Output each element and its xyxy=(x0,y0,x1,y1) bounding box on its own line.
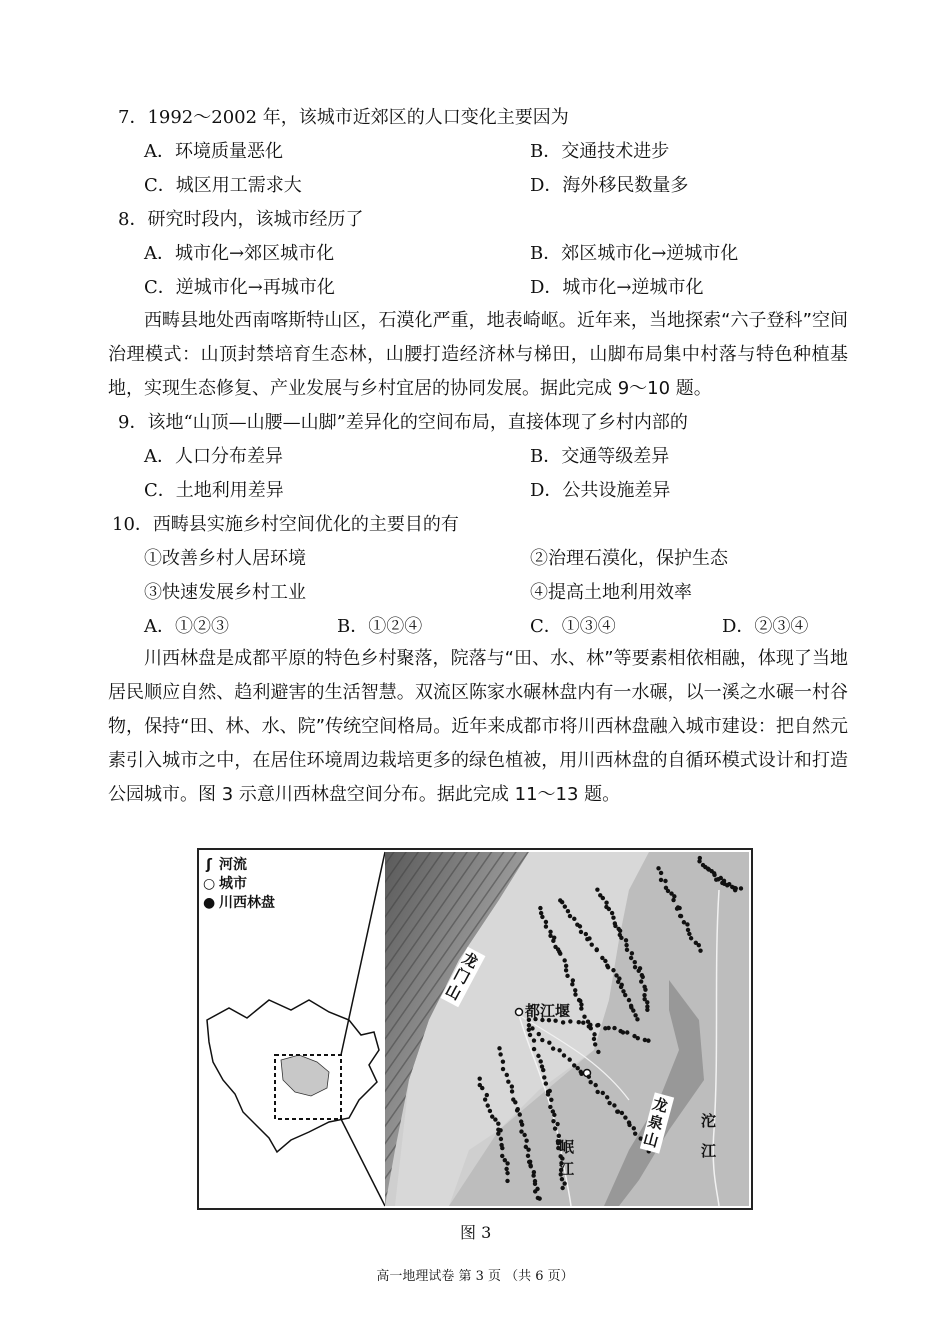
linpan-dot xyxy=(513,1100,517,1104)
linpan-dot xyxy=(686,928,690,932)
linpan-dot xyxy=(536,1054,540,1058)
linpan-dot xyxy=(556,947,560,951)
linpan-dot xyxy=(635,1017,639,1021)
linpan-dot xyxy=(603,959,607,963)
linpan-dot xyxy=(526,1147,530,1151)
linpan-dot xyxy=(697,943,701,947)
linpan-dot xyxy=(624,938,628,942)
question-8-option-d: D．城市化→逆城市化 xyxy=(530,277,704,298)
linpan-dot xyxy=(601,896,605,900)
linpan-dot xyxy=(549,1098,553,1102)
linpan-dot xyxy=(579,1002,583,1006)
question-9-option-a: A．人口分布差异 xyxy=(144,446,283,467)
label-minjiang: 岷江 xyxy=(559,1138,575,1178)
legend-city-label: 城市 xyxy=(219,876,247,892)
linpan-dot xyxy=(527,1028,531,1032)
question-10-option-c: C．①③④ xyxy=(530,616,616,637)
linpan-dot xyxy=(620,1111,624,1115)
linpan-dot xyxy=(540,1038,544,1042)
river-icon: ʃ xyxy=(206,857,212,873)
linpan-dot xyxy=(496,1122,500,1126)
linpan-dot xyxy=(645,1008,649,1012)
linpan-dot xyxy=(544,920,548,924)
linpan-dot xyxy=(697,859,701,863)
linpan-dot xyxy=(630,951,634,955)
linpan-dot xyxy=(485,1093,489,1097)
linpan-dot xyxy=(623,1115,627,1119)
linpan-dot xyxy=(712,873,716,877)
linpan-dot xyxy=(562,958,566,962)
linpan-dot xyxy=(611,968,615,972)
linpan-dot xyxy=(577,1020,581,1024)
linpan-dot xyxy=(560,900,564,904)
linpan-dot xyxy=(572,1063,576,1067)
linpan-dot xyxy=(627,998,631,1002)
linpan-dot xyxy=(493,1117,497,1121)
linpan-dot xyxy=(486,1103,490,1107)
linpan-dot xyxy=(646,1038,650,1042)
city-icon: ○ xyxy=(203,876,216,892)
linpan-dot xyxy=(587,1075,591,1079)
linpan-dot xyxy=(531,1173,535,1177)
linpan-dot xyxy=(488,1109,492,1113)
linpan-dot xyxy=(642,993,646,997)
linpan-dot xyxy=(578,924,582,928)
linpan-dot xyxy=(638,966,642,970)
question-10-item-4: ④提高土地利用效率 xyxy=(530,582,692,603)
linpan-dot xyxy=(663,879,667,883)
label-dujiangyan: 都江堰 xyxy=(525,1002,571,1020)
question-7-option-c: C．城区用工需求大 xyxy=(144,175,302,196)
linpan-dot xyxy=(592,1032,596,1036)
linpan-dot xyxy=(590,942,594,946)
linpan-dot xyxy=(716,877,720,881)
linpan-dot xyxy=(566,909,570,913)
question-8-stem: 8．研究时段内，该城市经历了 xyxy=(118,209,364,230)
linpan-dot xyxy=(501,1059,505,1063)
linpan-dot xyxy=(533,1182,537,1186)
linpan-dot xyxy=(666,889,670,893)
linpan-dot xyxy=(671,898,675,902)
linpan-dot xyxy=(633,1131,637,1135)
linpan-dot xyxy=(689,936,693,940)
linpan-dot xyxy=(584,932,588,936)
linpan-dot xyxy=(577,998,581,1002)
linpan-dot xyxy=(551,1119,555,1123)
linpan-dot xyxy=(548,1105,552,1109)
legend-river-label: 河流 xyxy=(219,857,247,873)
linpan-dot xyxy=(501,1067,505,1071)
legend-river xyxy=(203,856,275,875)
linpan-dot xyxy=(504,1167,508,1171)
linpan-dot xyxy=(510,1089,514,1093)
linpan-dot xyxy=(562,1181,566,1185)
linpan-dot xyxy=(539,911,543,915)
linpan-dot xyxy=(515,1108,519,1112)
legend-linpan xyxy=(203,894,275,913)
linpan-dot xyxy=(537,1032,541,1036)
legend-city xyxy=(203,875,275,894)
linpan-dot xyxy=(612,1103,616,1107)
linpan-dot xyxy=(551,939,555,943)
figure-3-map xyxy=(197,848,753,1210)
linpan-dot xyxy=(500,1154,504,1158)
map-graphic xyxy=(199,850,751,1208)
linpan-dot xyxy=(612,1026,616,1030)
linpan-dot xyxy=(639,979,643,983)
linpan-dot xyxy=(541,1068,545,1072)
linpan-dot xyxy=(548,930,552,934)
linpan-dot xyxy=(579,1006,583,1010)
label-longmen-mountain: 龙门山 xyxy=(441,947,486,1008)
linpan-dot xyxy=(520,1122,524,1126)
linpan-dot xyxy=(529,1164,533,1168)
linpan-dot xyxy=(532,1038,536,1042)
question-10-option-a: A．①②③ xyxy=(144,616,229,637)
linpan-dot xyxy=(524,1139,528,1143)
linpan-dot xyxy=(641,975,645,979)
linpan-dot xyxy=(551,1046,555,1050)
linpan-dot xyxy=(527,1023,531,1027)
linpan-dot xyxy=(596,1050,600,1054)
linpan-dot xyxy=(629,956,633,960)
linpan-dot xyxy=(606,965,610,969)
linpan-dot xyxy=(588,1023,592,1027)
question-10-option-d: D．②③④ xyxy=(722,616,809,637)
linpan-dot xyxy=(685,922,689,926)
linpan-dot xyxy=(522,1133,526,1137)
linpan-dot xyxy=(539,1059,543,1063)
linpan-dot xyxy=(679,914,683,918)
linpan-dot xyxy=(698,948,702,952)
linpan-dot xyxy=(573,992,577,996)
linpan-dot xyxy=(619,985,623,989)
linpan-dot xyxy=(538,906,542,910)
linpan-dot xyxy=(572,917,576,921)
linpan-dot xyxy=(576,1066,580,1070)
linpan-dot xyxy=(595,1023,599,1027)
linpan-dot xyxy=(633,965,637,969)
legend-linpan-label: 川西林盘 xyxy=(219,895,275,911)
question-10-item-3: ③快速发展乡村工业 xyxy=(144,582,306,603)
linpan-dot xyxy=(625,948,629,952)
linpan-dot xyxy=(567,1057,571,1061)
linpan-dot xyxy=(526,1154,530,1158)
linpan-dot xyxy=(627,1123,631,1127)
question-9-option-c: C．土地利用差异 xyxy=(144,480,284,501)
linpan-dot xyxy=(542,1075,546,1079)
map-legend xyxy=(203,856,275,913)
linpan-dot xyxy=(528,1033,532,1037)
linpan-dot xyxy=(540,915,544,919)
linpan-dot xyxy=(544,1081,548,1085)
linpan-dot xyxy=(659,878,663,882)
linpan-dot xyxy=(500,1146,504,1150)
linpan-dot xyxy=(687,932,691,936)
linpan-dot xyxy=(594,948,598,952)
linpan-dot xyxy=(568,914,572,918)
question-7-option-a: A．环境质量恶化 xyxy=(144,141,283,162)
linpan-dot xyxy=(579,1072,583,1076)
linpan-dot xyxy=(506,1080,510,1084)
question-9-stem: 9．该地“山顶—山腰—山脚”差异化的空间布局，直接体现了乡村内部的 xyxy=(118,412,688,433)
linpan-dot xyxy=(571,978,575,982)
linpan-dot xyxy=(618,929,622,933)
question-8-option-a: A．城市化→郊区城市化 xyxy=(144,243,335,264)
linpan-dot xyxy=(519,1129,523,1133)
linpan-dot xyxy=(633,960,637,964)
linpan-dot xyxy=(625,1030,629,1034)
question-7-option-b: B．交通技术进步 xyxy=(530,141,670,162)
linpan-dot xyxy=(636,1036,640,1040)
linpan-dot xyxy=(510,1084,514,1088)
linpan-dot xyxy=(478,1076,482,1080)
linpan-dot xyxy=(656,866,660,870)
linpan-dot xyxy=(595,887,599,891)
question-10-item-2: ②治理石漠化，保护生态 xyxy=(530,548,728,569)
linpan-dot xyxy=(505,1073,509,1077)
linpan-dot xyxy=(537,1196,541,1200)
linpan-dot xyxy=(579,930,583,934)
linpan-dot xyxy=(592,1037,596,1041)
linpan-dot xyxy=(643,987,647,991)
linpan-dot xyxy=(595,1090,599,1094)
linpan-dot xyxy=(581,1020,585,1024)
linpan-dot xyxy=(546,1092,550,1096)
question-7-stem: 7．1992～2002 年，该城市近郊区的人口变化主要因为 xyxy=(118,107,569,128)
label-tuojiang: 沱江 xyxy=(701,1112,717,1160)
linpan-dot xyxy=(623,993,627,997)
linpan-dot xyxy=(573,988,577,992)
linpan-dot xyxy=(606,1026,610,1030)
linpan-dot xyxy=(621,1030,625,1034)
linpan-dot xyxy=(582,1014,586,1018)
linpan-dot xyxy=(533,1189,537,1193)
linpan-dot xyxy=(552,1113,556,1117)
linpan-dot xyxy=(553,1126,557,1130)
linpan-dot xyxy=(624,943,628,947)
linpan-dot xyxy=(588,1080,592,1084)
linpan-dot xyxy=(557,1048,561,1052)
linpan-dot xyxy=(563,904,567,908)
question-7-option-d: D．海外移民数量多 xyxy=(530,175,689,196)
linpan-dot xyxy=(585,937,589,941)
linpan-dot xyxy=(499,1137,503,1141)
linpan-dot xyxy=(611,916,615,920)
linpan-dot xyxy=(632,1126,636,1130)
linpan-dot xyxy=(610,911,614,915)
linpan-dot xyxy=(739,886,743,890)
linpan-icon: ● xyxy=(203,895,216,911)
passage-linpan: 川西林盘是成都平原的特色乡村聚落，院落与“田、水、林”等要素相依相融，体现了当地居民顺应自然、趋利避害的生活智慧。双流区陈家水碾林盘内有一水碾，以一溪之水碾一村谷物，保持“田、林、水、院”传统空间格局。近年来成都市将川西林盘融入城市建设：把自然元素引入城市之中，在居住环境周边栽培更多的绿色植被，用川西林盘的自循环模式设计和打造公园城市。图 3 示意川西林盘空间分布。据此完成 11～13 题。 xyxy=(108,648,848,805)
linpan-dot xyxy=(593,1083,597,1087)
linpan-dot xyxy=(619,936,623,940)
linpan-dot xyxy=(505,1171,509,1175)
question-9-option-d: D．公共设施差异 xyxy=(530,480,671,501)
linpan-dot xyxy=(604,900,608,904)
question-8-option-c: C．逆城市化→再城市化 xyxy=(144,277,335,298)
linpan-dot xyxy=(555,1122,559,1126)
linpan-dot xyxy=(532,1047,536,1051)
linpan-dot xyxy=(617,976,621,980)
linpan-dot xyxy=(497,1046,501,1050)
question-10-stem: 10．西畴县实施乡村空间优化的主要目的有 xyxy=(112,514,459,535)
linpan-dot xyxy=(562,1053,566,1057)
linpan-dot xyxy=(570,982,574,986)
linpan-dot xyxy=(672,894,676,898)
linpan-dot xyxy=(601,1091,605,1095)
linpan-dot xyxy=(645,1000,649,1004)
linpan-dot xyxy=(631,1008,635,1012)
figure-caption: 图 3 xyxy=(460,1223,492,1242)
linpan-dot xyxy=(593,1042,597,1046)
linpan-dot xyxy=(505,1161,509,1165)
linpan-dot xyxy=(480,1086,484,1090)
linpan-dot xyxy=(496,1131,500,1135)
question-8-option-b: B．郊区城市化→逆城市化 xyxy=(530,243,739,264)
linpan-dot xyxy=(564,964,568,968)
label-longquan-mountain: 龙泉山 xyxy=(640,1092,674,1153)
linpan-dot xyxy=(605,1095,609,1099)
question-9-option-b: B．交通等级差异 xyxy=(530,446,670,467)
linpan-dot xyxy=(505,1179,509,1183)
page-footer: 高一地理试卷 第 3 页 （共 6 页） xyxy=(376,1269,574,1284)
linpan-dot xyxy=(733,888,737,892)
linpan-dot xyxy=(607,1101,611,1105)
linpan-dot xyxy=(706,867,710,871)
question-10-item-1: ①改善乡村人居环境 xyxy=(144,548,306,569)
linpan-dot xyxy=(616,1109,620,1113)
linpan-dot xyxy=(558,951,562,955)
linpan-dot xyxy=(547,1040,551,1044)
linpan-dot xyxy=(560,1186,564,1190)
linpan-dot xyxy=(659,871,663,875)
linpan-dot xyxy=(633,1013,637,1017)
linpan-dot xyxy=(544,924,548,928)
linpan-dot xyxy=(607,907,611,911)
question-10-option-b: B．①②④ xyxy=(337,616,423,637)
linpan-dot xyxy=(483,1097,487,1101)
linpan-dot xyxy=(518,1112,522,1116)
passage-xichou: 西畴县地处西南喀斯特山区，石漠化严重，地表崎岖。近年来，当地探索“六子登科”空间治理模式：山顶封禁培育生态林，山腰打造经济林与梯田，山脚布局集中村落与特色种植基地，实现生态修复、产业发展与乡村宜居的协同发展。据此完成 9～10 题。 xyxy=(108,310,848,399)
linpan-dot xyxy=(675,907,679,911)
linpan-dot xyxy=(498,1052,502,1056)
linpan-dot xyxy=(565,974,569,978)
linpan-dot xyxy=(564,968,568,972)
